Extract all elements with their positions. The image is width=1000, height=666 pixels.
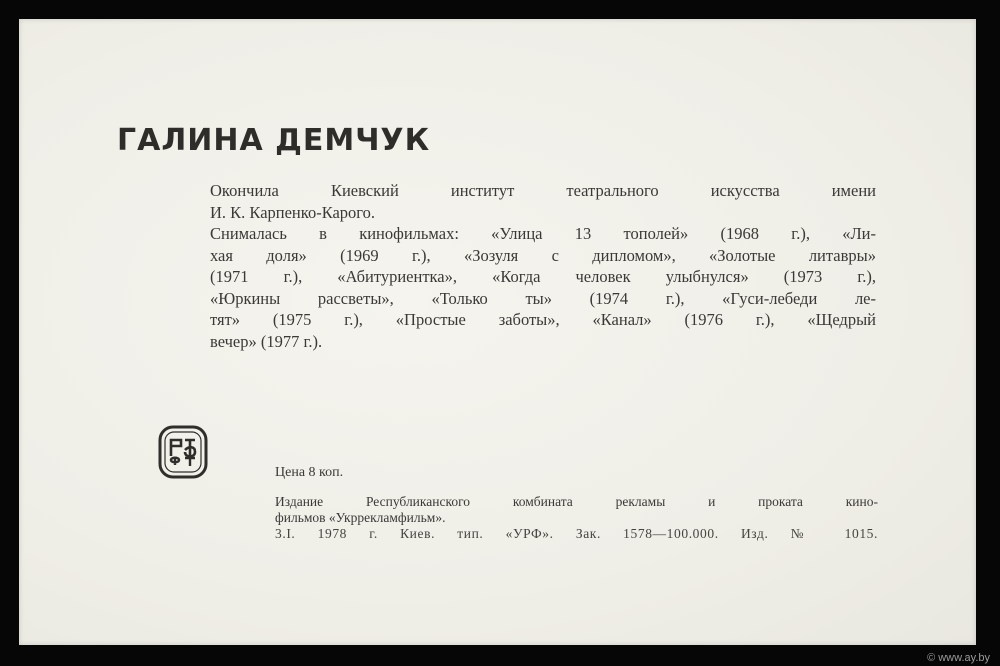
imprint-line: Издание Республиканского комбината рекламы и проката кино- [275, 494, 878, 509]
postcard [19, 19, 976, 645]
publisher-imprint [275, 494, 878, 526]
price-label: Цена 8 коп. [275, 465, 344, 480]
print-info: 3.I. 1978 г. Киев. тип. «УРФ». Зак. 1578—100.000. Изд. № 1015. [275, 526, 878, 541]
ukrreklamfilm-logo-icon [157, 424, 209, 480]
bio-line: вечер» (1977 г.). [210, 331, 323, 351]
bio-line: Окончила Киевский институт театрального искусства имени [210, 181, 876, 200]
bio-line: «Юркины рассветы», «Только ты» (1974 г.), «Гуси-лебеди ле- [210, 288, 876, 308]
actress-name-title: ГАЛИНА ДЕМЧУК [117, 123, 431, 158]
bio-line: хая доля» (1969 г.), «Зозуля с дипломом», «Золотые литавры» [210, 245, 876, 265]
imprint-line: фильмов «Укррекламфильм». [275, 510, 446, 525]
bio-line: Снималась в кинофильмах: «Улица 13 тополей» (1968 г.), «Ли- [210, 224, 876, 243]
bio-line: И. К. Карпенко-Карого. [210, 202, 376, 222]
site-watermark: © www.ay.by [927, 652, 990, 664]
bio-line: (1971 г.), «Абитуриентка», «Когда человек улыбнулся» (1973 г.), [210, 267, 876, 286]
biography-text [210, 180, 876, 352]
bio-line: тят» (1975 г.), «Простые заботы», «Канал» (1976 г.), «Щедрый [210, 310, 876, 329]
